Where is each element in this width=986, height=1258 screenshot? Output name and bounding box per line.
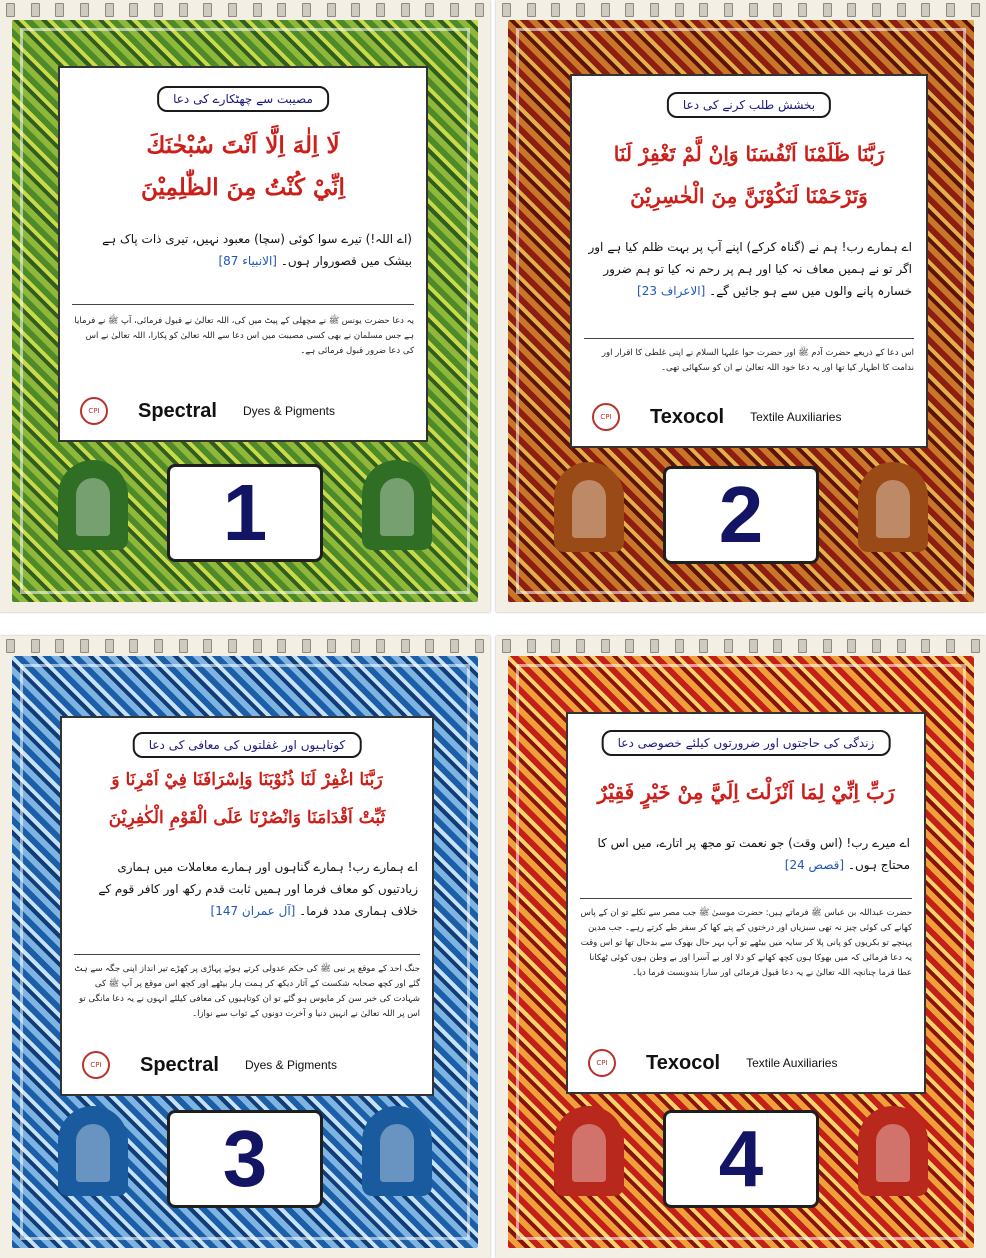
floral-ornament-left bbox=[554, 1106, 624, 1196]
context-note: یہ دعا حضرت یونس ﷺ نے مچھلی کے پیٹ میں کی، اللہ تعالیٰ نے قبول فرمائی، آپ ﷺ نے فرمایا ہے جس مسلمان نے بھی کسی مصیبت میں اس دعا سے اللہ تعالیٰ کو پکارا، اللہ تعالیٰ نے اس کی دعا ضرور قبول فرمائی ہے۔ bbox=[74, 316, 414, 356]
floral-ornament-right bbox=[858, 462, 928, 552]
dua-card-panel bbox=[58, 66, 428, 442]
floral-ornament-left bbox=[554, 462, 624, 552]
translation bbox=[582, 832, 910, 876]
reference: [آل عمران 147] bbox=[210, 904, 296, 918]
translation-text: اے ہمارے رب! ہم نے (گناہ کرکے) اپنے آپ پر بہت ظلم کیا ہے اور اگر تو نے ہمیں معاف نہ کیا اور ہم پر رحم نہ کیا تو ہم ضرور خسارہ پانے والوں میں سے ہو جائیں گے۔ bbox=[588, 240, 912, 298]
brand-name: Texocol bbox=[646, 1051, 721, 1074]
arabic-line-2: ثَبِّتْ اَقْدَامَنَا وَانْصُرْنَا عَلَى الْقَوْمِ الْكٰفِرِيْنَ bbox=[108, 808, 386, 828]
card-4 bbox=[496, 636, 986, 1258]
divider bbox=[72, 304, 414, 305]
arabic-line-1: لَا اِلٰهَ اِلَّا اَنْتَ سُبْحٰنَكَ bbox=[146, 132, 340, 159]
translation bbox=[586, 236, 912, 302]
translation-text: اے میرے رب! (اس وقت) جو نعمت تو مجھ پر اتارے، میں اس کا محتاج ہوں۔ bbox=[597, 836, 910, 872]
card-number: 1 bbox=[167, 464, 323, 562]
reference: [الانبیاء 87] bbox=[218, 254, 277, 268]
arabic-line-2: وَتَرْحَمْنَا لَنَكُوْنَنَّ مِنَ الْخٰسِرِيْنَ bbox=[630, 184, 868, 208]
dua-card-panel bbox=[60, 716, 434, 1096]
sponsor-bar bbox=[588, 1046, 904, 1080]
brand-name: Texocol bbox=[650, 405, 725, 428]
brand-tagline: Dyes & Pigments bbox=[242, 404, 335, 418]
cpi-logo: CPI bbox=[592, 403, 620, 431]
dua-title: زندگی کی حاجتوں اور ضرورتوں کیلئے خصوصی دعا bbox=[602, 730, 891, 756]
card-3 bbox=[0, 636, 490, 1258]
dua-card-panel bbox=[566, 712, 926, 1094]
arabic-line-1: رَبِّ اِنِّيْ لِمَا اَنْزَلْتَ اِلَيَّ مِنْ خَيْرٍ فَقِيْرٌ bbox=[597, 780, 895, 804]
cpi-logo: CPI bbox=[588, 1049, 616, 1077]
arabic-line-2: اِنِّيْ كُنْتُ مِنَ الظّٰلِمِيْنَ bbox=[141, 174, 345, 201]
card-1 bbox=[0, 0, 490, 612]
sponsor-bar bbox=[80, 394, 406, 428]
spiral-binding bbox=[6, 3, 484, 17]
sponsor-bar bbox=[82, 1048, 412, 1082]
dua-title: مصیبت سے چھٹکارے کی دعا bbox=[157, 86, 329, 112]
card-number: 4 bbox=[663, 1110, 819, 1208]
card-number: 2 bbox=[663, 466, 819, 564]
sponsor-bar bbox=[592, 400, 906, 434]
translation bbox=[76, 856, 418, 922]
context-note: اس دعا کے ذریعے حضرت آدم ﷺ اور حضرت حوا علیہا السلام نے اپنی غلطی کا اقرار اور ندامت کا اظہار کیا تھا اور یہ دعا خود اللہ تعالیٰ نے ان کو سکھائی تھی۔ bbox=[601, 348, 914, 373]
brand-tagline: Textile Auxiliaries bbox=[750, 410, 842, 424]
translation-text: اے ہمارے رب! ہمارے گناہوں اور ہمارے معاملات میں ہماری زیادتیوں کو معاف فرما اور ہمیں ثابت قدم رکھ اور کافر قوم کے خلاف ہماری مدد فرما۔ bbox=[98, 860, 418, 918]
floral-ornament-left bbox=[58, 1106, 128, 1196]
reference: [قصص 24] bbox=[784, 858, 845, 872]
card-number: 3 bbox=[167, 1110, 323, 1208]
brand-tagline: Dyes & Pigments bbox=[244, 1058, 337, 1072]
divider bbox=[74, 954, 420, 955]
dua-title: کوتاہیوں اور غفلتوں کی معافی کی دعا bbox=[133, 732, 362, 758]
divider bbox=[584, 338, 914, 339]
translation bbox=[74, 228, 412, 272]
brand-name: Spectral bbox=[140, 1053, 219, 1076]
cpi-logo: CPI bbox=[80, 397, 108, 425]
floral-ornament-right bbox=[362, 460, 432, 550]
context-note: جنگ احد کے موقع پر نبی ﷺ کی حکم عدولی کرتے ہوئے پہاڑی پر کھڑے تیر انداز اپنی جگہ سے ہٹ گئے اور کچھ صحابہ شکست کے آثار دیکھ کر ہمت ہار بیٹھے اور کچھ اس موقع پر آپ ﷺ کی شہادت کی خبر سن کر مایوس ہو گئے تو ان کوتاہیوں کی معافی کیلئے انہوں نے یہ دعا مانگی تو اس پر اللہ تعالیٰ نے انہیں دنیا و آخرت دونوں کے ثواب سے نوازا۔ bbox=[74, 964, 420, 1019]
brand-tagline: Textile Auxiliaries bbox=[746, 1056, 838, 1070]
cpi-logo: CPI bbox=[82, 1051, 110, 1079]
spiral-binding bbox=[502, 639, 980, 653]
dua-title: بخشش طلب کرنے کی دعا bbox=[667, 92, 831, 118]
reference: [الاعراف 23] bbox=[637, 284, 706, 298]
dua-card-panel bbox=[570, 74, 928, 448]
translation-text: (اے اللہ!) تیرے سوا کوئی (سچا) معبود نہیں، تیری ذات پاک ہے بیشک میں قصوروار ہوں۔ bbox=[102, 232, 412, 268]
spiral-binding bbox=[6, 639, 484, 653]
brand-name: Spectral bbox=[138, 399, 217, 422]
arabic-line-1: رَبَّنَا اغْفِرْ لَنَا ذُنُوْبَنَا وَاِسْرَافَنَا فِيْ اَمْرِنَا وَ bbox=[111, 770, 383, 790]
card-2 bbox=[496, 0, 986, 612]
spiral-binding bbox=[502, 3, 980, 17]
floral-ornament-right bbox=[858, 1106, 928, 1196]
divider bbox=[580, 898, 912, 899]
context-note: حضرت عبداللہ بن عباس ﷺ فرماتے ہیں: حضرت موسیٰ ﷺ جب مصر سے نکلے تو ان کے پاس کھانے کی کوئی چیز نہ تھی سبزیاں اور درختوں کے پتے کھا کر سفر طے کرتے رہے۔ جب مدین پہنچے تو بکریوں کو پانی پلا کر سایہ میں بیٹھے تو آپ بہر حال بھوک سے بدحال تھا تو اس وقت یہ دعا فرمائی کہ میں بھوکا ہوں کچھ کھانے کو دلا اور بے آسرا اور بے وطن ہوں کوئی ٹھکانا عطا فرما چنانچہ اللہ تعالیٰ نے یہ دعا قبول فرمائی اور سارا بندوبست فرما دیا۔ bbox=[580, 908, 912, 978]
floral-ornament-left bbox=[58, 460, 128, 550]
floral-ornament-right bbox=[362, 1106, 432, 1196]
arabic-line-1: رَبَّنَا ظَلَمْنَا اَنْفُسَنَا وَاِنْ لَّمْ تَغْفِرْ لَنَا bbox=[613, 142, 885, 166]
